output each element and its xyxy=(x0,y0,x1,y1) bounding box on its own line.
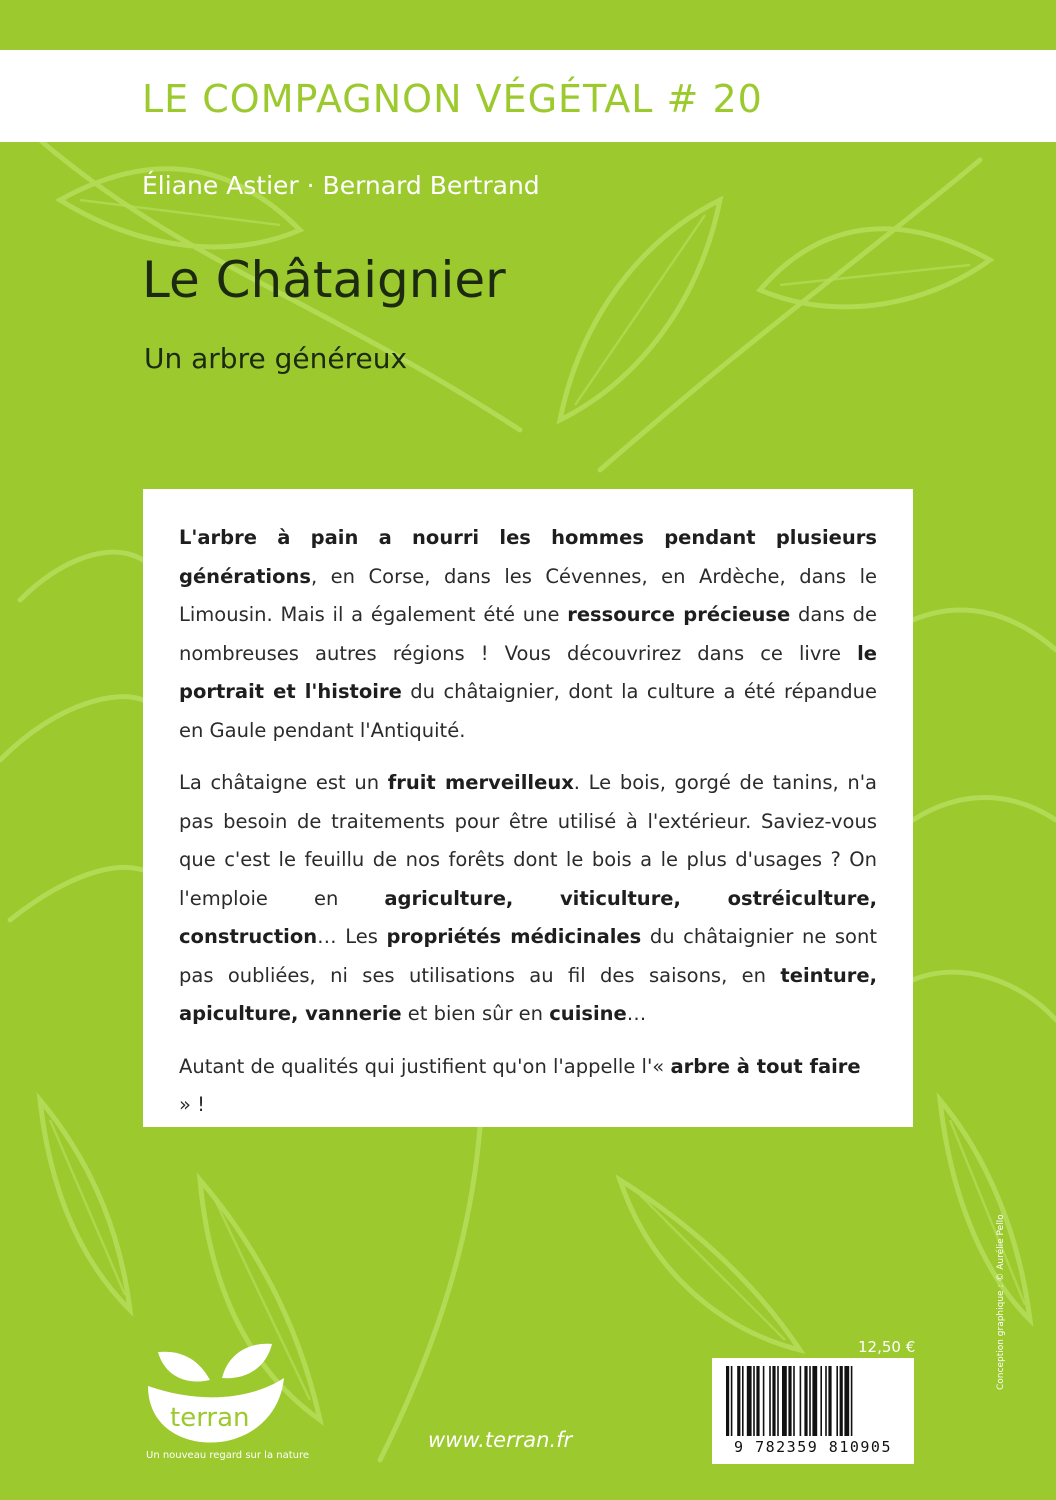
text-run: Autant de qualités qui justifient qu'on l'appelle l'« xyxy=(179,1054,671,1078)
barcode-bar xyxy=(804,1366,807,1436)
barcode-bar xyxy=(788,1366,791,1436)
bold-text: agriculture, viticulture, ostréiculture, construction xyxy=(179,886,877,948)
barcode-bar xyxy=(825,1366,827,1436)
text-run: et bien sûr en xyxy=(401,1002,550,1025)
barcode-bar xyxy=(809,1366,811,1436)
series-title: LE COMPAGNON VÉGÉTAL # 20 xyxy=(142,77,763,121)
barcode-bar xyxy=(820,1366,822,1436)
authors: Éliane Astier · Bernard Bertrand xyxy=(142,171,540,200)
text-run: du châtaignier ne sont pas oubliées, ni ses utilisations au fil des saisons, en xyxy=(179,925,877,987)
price: 12,50 € xyxy=(858,1338,916,1356)
barcode-bar xyxy=(726,1366,729,1436)
bold-text: fruit merveilleux xyxy=(387,771,574,794)
bold-text: cuisine xyxy=(549,1002,627,1025)
bold-text: le portrait et l'histoire xyxy=(179,641,877,703)
text-run: du châtaignier, dont la culture a été répandue en Gaule pendant l'Antiquité. xyxy=(179,680,877,742)
publisher-website: www.terran.fr xyxy=(428,1428,573,1452)
barcode-bar xyxy=(777,1366,779,1436)
barcode-bar xyxy=(800,1366,802,1436)
bold-text: propriétés médicinales xyxy=(386,925,642,948)
barcode-bar xyxy=(828,1366,831,1436)
isbn-barcode xyxy=(712,1358,914,1464)
bold-text: teinture, apiculture, vannerie xyxy=(179,963,877,1025)
barcode-bar xyxy=(836,1366,838,1436)
barcode-bar xyxy=(844,1366,849,1436)
design-credit: Conception graphique : © Aurélie Pello xyxy=(996,1214,1006,1390)
barcode-bar xyxy=(747,1366,752,1436)
logo-text: terran xyxy=(170,1403,250,1433)
bold-text: ressource précieuse xyxy=(567,603,791,626)
barcode-bar xyxy=(840,1366,843,1436)
blurb-paragraph-2 xyxy=(179,764,877,1034)
text-run: dans de nombreuses autres régions ! Vous découvrirez dans ce livre xyxy=(179,603,877,665)
barcode-bar xyxy=(812,1366,817,1436)
barcode-bar xyxy=(772,1366,775,1436)
barcode-bar xyxy=(756,1366,759,1436)
bold-text: arbre à tout faire xyxy=(670,1054,861,1078)
barcode-bar xyxy=(782,1366,787,1436)
text-run: . Le bois, gorgé de tanins, n'a pas besoin de traitements pour être utilisé à l'extérieur. Saviez-vous que c'est le feuillu de nos forêts dont le bois a le plus d'usages ? On l'emploie en xyxy=(179,771,877,910)
blurb-paragraph-3 xyxy=(179,1048,877,1125)
barcode-bar xyxy=(742,1366,744,1436)
barcode-bar xyxy=(793,1366,795,1436)
barcode-bar xyxy=(769,1366,771,1436)
text-run: … Les xyxy=(317,925,387,948)
book-subtitle: Un arbre généreux xyxy=(144,342,408,375)
text-run: … xyxy=(626,1002,647,1025)
text-run: La châtaigne est un xyxy=(179,771,388,794)
blurb-paragraph-1 xyxy=(179,519,877,750)
book-title: Le Châtaignier xyxy=(142,251,506,309)
blurb-box xyxy=(143,489,913,1127)
isbn-digits: 9 782359 810905 xyxy=(734,1438,892,1456)
bold-text: L'arbre à pain a nourri les hommes pendant plusieurs générations xyxy=(179,526,877,588)
barcode-bar xyxy=(851,1366,853,1436)
barcode-bar xyxy=(753,1366,755,1436)
barcode-bars xyxy=(726,1366,900,1436)
barcode-bar xyxy=(731,1366,733,1436)
terran-logo xyxy=(140,1338,290,1448)
barcode-bar xyxy=(737,1366,740,1436)
barcode-bar xyxy=(763,1366,765,1436)
publisher-tagline: Un nouveau regard sur la nature xyxy=(146,1450,310,1461)
text-run: , en Corse, dans les Cévennes, en Ardèche, dans le Limousin. Mais il a également été une xyxy=(179,564,877,626)
text-run: » ! xyxy=(179,1093,205,1116)
